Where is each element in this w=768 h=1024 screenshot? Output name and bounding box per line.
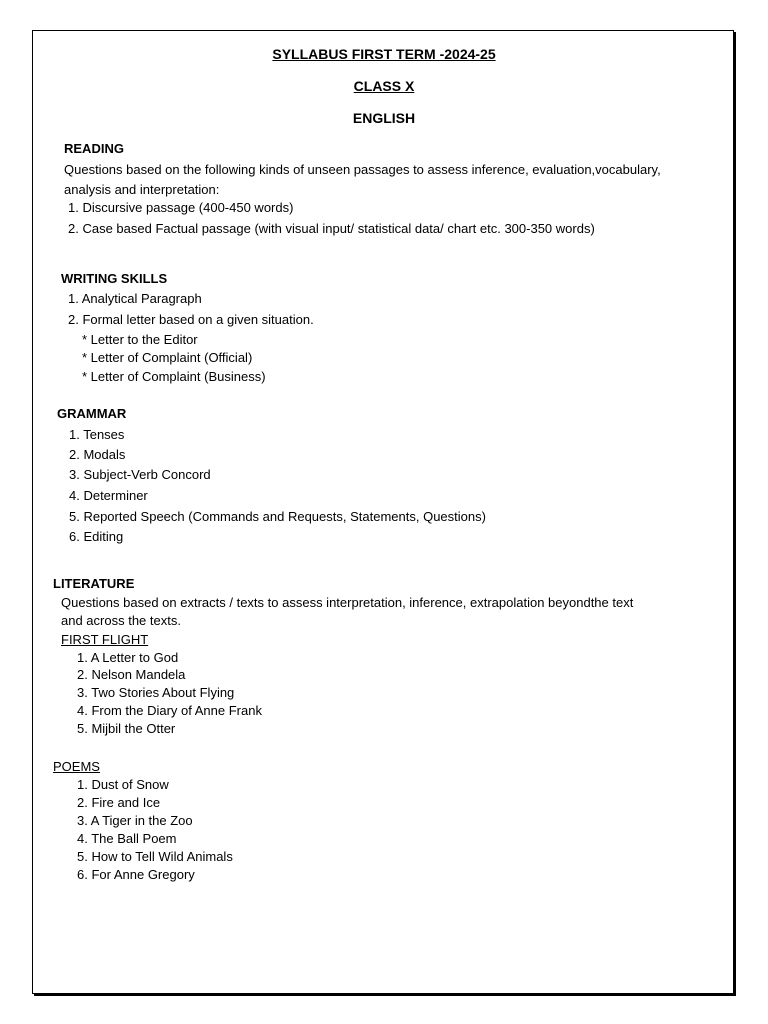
writing-item: 1. Analytical Paragraph xyxy=(68,291,202,306)
poem-item: 6. For Anne Gregory xyxy=(77,867,195,882)
first-flight-item: 3. Two Stories About Flying xyxy=(77,685,235,700)
reading-item: 2. Case based Factual passage (with visual input/ statistical data/ chart etc. 300-350 words) xyxy=(68,221,595,236)
writing-subitem: * Letter of Complaint (Business) xyxy=(82,369,266,384)
syllabus-title: SYLLABUS FIRST TERM -2024-25 xyxy=(272,46,496,62)
grammar-item: 5. Reported Speech (Commands and Requests, Statements, Questions) xyxy=(69,509,486,524)
poem-item: 1. Dust of Snow xyxy=(77,777,169,792)
grammar-item: 6. Editing xyxy=(69,529,124,544)
grammar-item: 4. Determiner xyxy=(69,488,148,503)
poem-item: 2. Fire and Ice xyxy=(77,795,161,810)
first-flight-item: 2. Nelson Mandela xyxy=(77,667,186,682)
reading-item: 1. Discursive passage (400-450 words) xyxy=(68,200,294,215)
reading-intro-line-1: Questions based on the following kinds of unseen passages to assess inference, evaluation,vocabulary, xyxy=(64,162,661,177)
subject-heading: ENGLISH xyxy=(352,110,416,126)
writing-item: 2. Formal letter based on a given situation. xyxy=(68,312,314,327)
poem-item: 4. The Ball Poem xyxy=(77,831,177,846)
literature-intro-line-1: Questions based on extracts / texts to assess interpretation, inference, extrapolation beyondthe text xyxy=(61,595,634,610)
grammar-item: 1. Tenses xyxy=(69,427,125,442)
reading-intro-line-2: analysis and interpretation: xyxy=(64,182,220,197)
first-flight-item: 4. From the Diary of Anne Frank xyxy=(77,703,262,718)
grammar-item: 2. Modals xyxy=(69,447,126,462)
writing-subitem: * Letter to the Editor xyxy=(82,332,198,347)
first-flight-item: 5. Mijbil the Otter xyxy=(77,721,176,736)
first-flight-item: 1. A Letter to God xyxy=(77,650,179,665)
literature-intro-line-2: and across the texts. xyxy=(61,613,181,628)
literature-heading: LITERATURE xyxy=(53,576,135,591)
writing-heading: WRITING SKILLS xyxy=(61,271,168,286)
poems-heading: POEMS xyxy=(53,759,100,774)
poem-item: 3. A Tiger in the Zoo xyxy=(77,813,193,828)
grammar-heading: GRAMMAR xyxy=(57,406,127,421)
first-flight-heading: FIRST FLIGHT xyxy=(61,632,149,647)
grammar-item: 3. Subject-Verb Concord xyxy=(69,467,211,482)
poem-item: 5. How to Tell Wild Animals xyxy=(77,849,233,864)
writing-subitem: * Letter of Complaint (Official) xyxy=(82,350,253,365)
reading-heading: READING xyxy=(64,141,124,156)
class-heading: CLASS X xyxy=(353,78,415,94)
